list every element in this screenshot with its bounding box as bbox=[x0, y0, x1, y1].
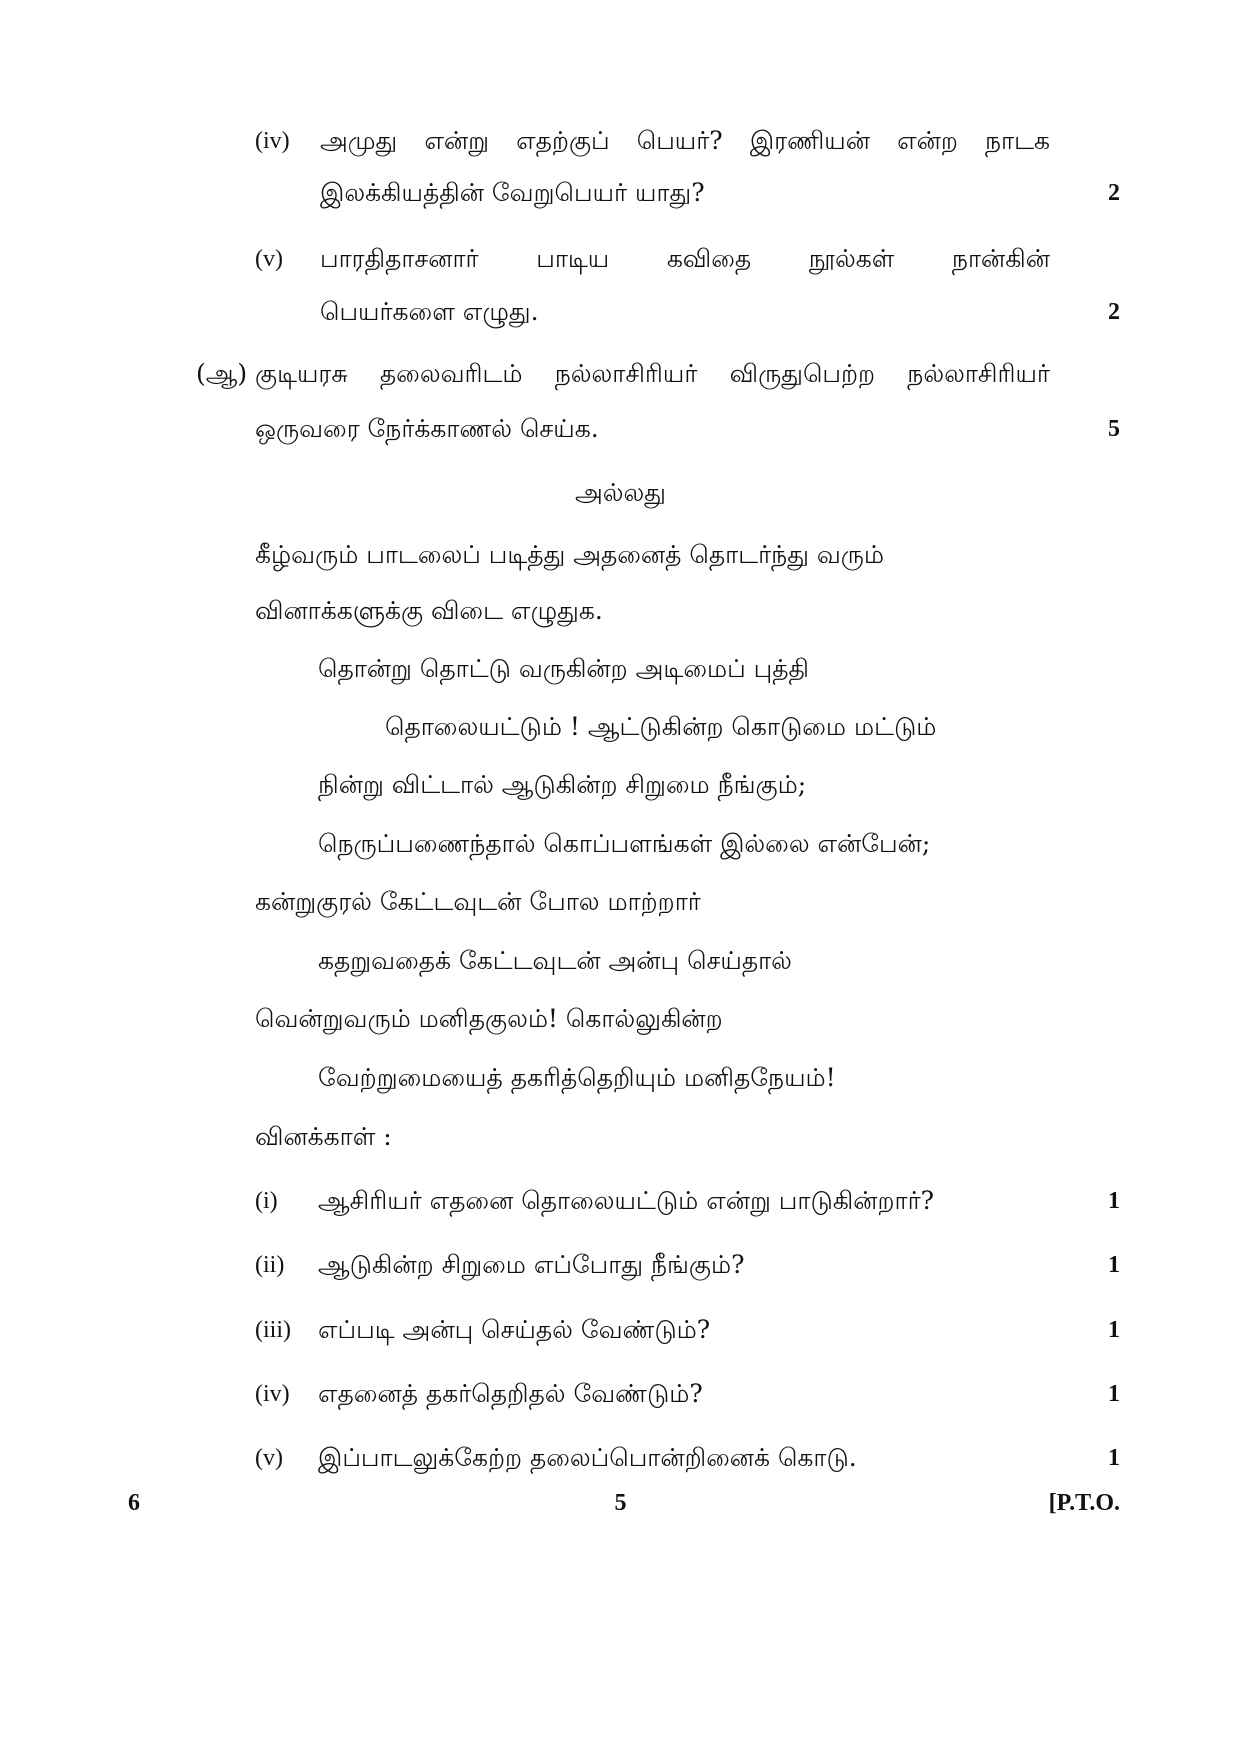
word: பாடிய bbox=[536, 244, 610, 273]
question-text: ஆடுகின்ற சிறுமை எப்போது நீங்கும்? bbox=[318, 1250, 745, 1279]
question-text-line bbox=[255, 357, 1050, 391]
question-number: (iv) bbox=[255, 1381, 290, 1407]
question-text: இப்பாடலுக்கேற்ற தலைப்பொன்றினைக் கொடு. bbox=[318, 1443, 857, 1472]
question-text-line: ஒருவரை நேர்க்காணல் செய்க. bbox=[255, 414, 599, 443]
questions-heading: வினக்காள் : bbox=[255, 1122, 392, 1151]
question-text: ஆசிரியர் எதனை தொலையட்டும் என்று பாடுகின்றார்? bbox=[318, 1186, 935, 1215]
question-text-line bbox=[320, 242, 1050, 276]
poem-line: தொலையட்டும் ! ஆட்டுகின்ற கொடுமை மட்டும் bbox=[385, 712, 937, 741]
word: நூல்கள் bbox=[808, 244, 895, 273]
question-number: (ii) bbox=[255, 1252, 285, 1278]
word: தலைவரிடம் bbox=[379, 359, 523, 388]
poem-line: வேற்றுமையைத் தகரித்தெறியும் மனிதநேயம்! bbox=[318, 1063, 836, 1092]
marks: 1 bbox=[1108, 1381, 1120, 1407]
or-separator: அல்லது bbox=[575, 478, 666, 507]
word: என்று bbox=[424, 126, 490, 155]
question-text: எப்படி அன்பு செய்தல் வேண்டும்? bbox=[318, 1315, 711, 1344]
question-number: (v) bbox=[255, 246, 283, 272]
marks: 2 bbox=[1108, 299, 1120, 325]
question-text-line: பெயர்களை எழுது. bbox=[320, 297, 539, 326]
poem-line: நின்று விட்டால் ஆடுகின்ற சிறுமை நீங்கும்; bbox=[318, 770, 807, 799]
poem-line: கதறுவதைக் கேட்டவுடன் அன்பு செய்தால் bbox=[318, 946, 792, 975]
word: பெயர்? bbox=[636, 126, 723, 155]
marks: 1 bbox=[1108, 1445, 1120, 1471]
question-number: (v) bbox=[255, 1445, 283, 1471]
pto-label: [P.T.O. bbox=[1048, 1490, 1120, 1516]
question-number: (i) bbox=[255, 1188, 278, 1214]
question-number: (iv) bbox=[255, 128, 290, 154]
word: எதற்குப் bbox=[516, 126, 610, 155]
poem-line: நெருப்பணைந்தால் கொப்பளங்கள் இல்லை என்பேன்; bbox=[318, 829, 931, 858]
instruction-line: கீழ்வரும் பாடலைப் படித்து அதனைத் தொடர்ந்து வரும் bbox=[255, 540, 885, 569]
question-number: (iii) bbox=[255, 1317, 291, 1343]
marks: 1 bbox=[1108, 1317, 1120, 1343]
question-text-line bbox=[320, 124, 1050, 158]
poem-line: கன்றுகுரல் கேட்டவுடன் போல மாற்றார் bbox=[255, 887, 701, 916]
word: நாடக bbox=[984, 126, 1050, 155]
word: கவிதை bbox=[666, 244, 752, 273]
word: நான்கின் bbox=[951, 244, 1050, 273]
word: அமுது bbox=[320, 126, 398, 155]
word: என்ற bbox=[897, 126, 958, 155]
page-number: 5 bbox=[614, 1490, 627, 1516]
marks: 2 bbox=[1108, 180, 1120, 206]
poem-line: தொன்று தொட்டு வருகின்ற அடிமைப் புத்தி bbox=[318, 654, 810, 683]
section-label: (ஆ) bbox=[196, 359, 248, 388]
question-text: எதனைத் தகர்தெறிதல் வேண்டும்? bbox=[318, 1379, 703, 1408]
question-text-line: இலக்கியத்தின் வேறுபெயர் யாது? bbox=[320, 178, 705, 207]
word: குடியரசு bbox=[255, 359, 348, 388]
word: இரணியன் bbox=[749, 126, 870, 155]
instruction-line: வினாக்களுக்கு விடை எழுதுக. bbox=[255, 596, 603, 625]
word: பாரதிதாசனார் bbox=[320, 244, 479, 273]
word: நல்லாசிரியர் bbox=[907, 359, 1050, 388]
marks: 5 bbox=[1108, 416, 1120, 442]
footer-code: 6 bbox=[128, 1490, 140, 1516]
marks: 1 bbox=[1108, 1188, 1120, 1214]
word: நல்லாசிரியர் bbox=[554, 359, 698, 388]
marks: 1 bbox=[1108, 1252, 1120, 1278]
poem-line: வென்றுவரும் மனிதகுலம்! கொல்லுகின்ற bbox=[255, 1004, 723, 1033]
word: விருதுபெற்ற bbox=[729, 359, 876, 388]
